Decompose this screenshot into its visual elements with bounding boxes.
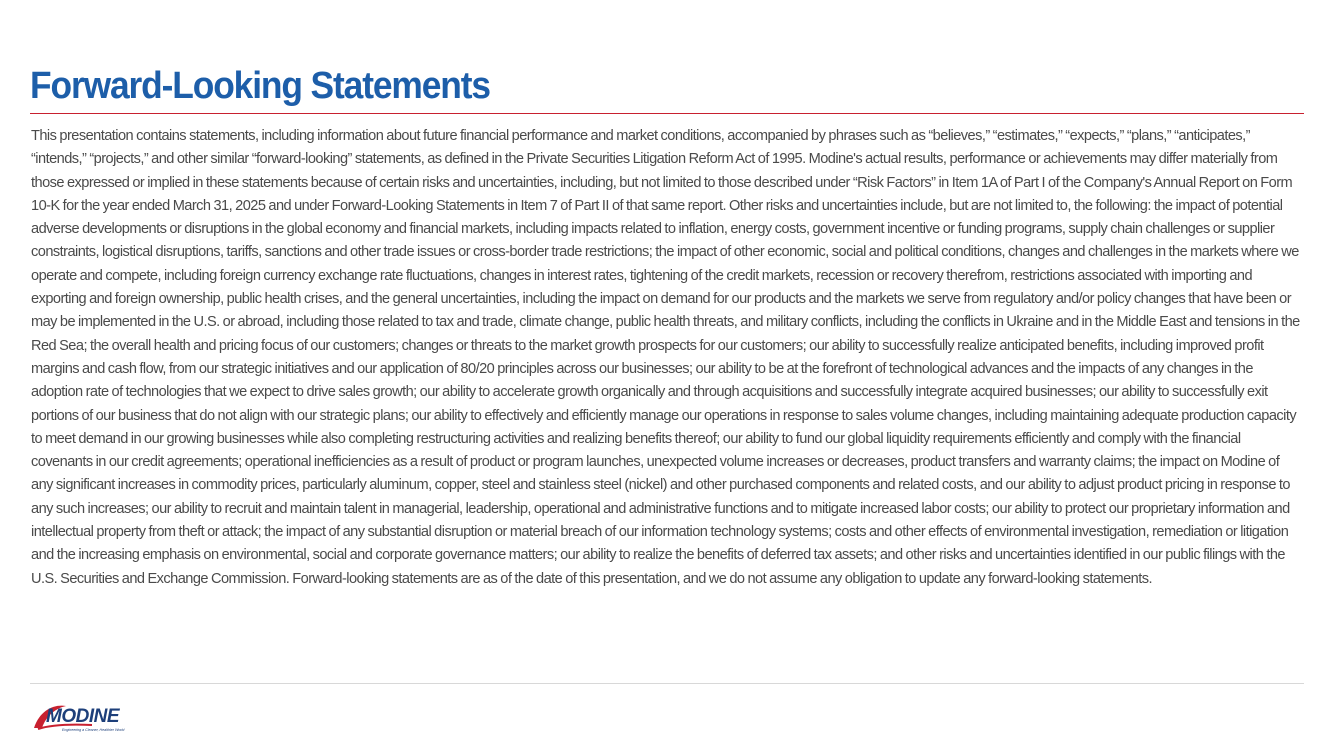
modine-logo <box>30 698 160 738</box>
modine-swoosh-icon <box>30 698 160 738</box>
logo-tagline: Engineering a Cleaner, Healthier World <box>62 728 125 732</box>
logo-wordmark: MODINE <box>46 706 119 727</box>
footer-divider <box>30 683 1304 684</box>
title-divider <box>30 113 1304 114</box>
page-title: Forward-Looking Statements <box>30 65 490 107</box>
disclaimer-paragraph: This presentation contains statements, including information about future financial performance and market conditions, accompanied by phrases such as “believes,” “estimates,” “expects,” “plans,” “anticipates,” “intends,” “projects,” and other similar “forward-looking” statements, as defined in the Private Securities Litigation Reform Act of 1995. Modine's actual results, performance or achievements may differ materially from those expressed or implied in these statements because of certain risks and uncertainties, including, but not limited to those described under “Risk Factors” in Item 1A of Part I of the Company's Annual Report on Form 10-K for the year ended March 31, 2025 and under Forward-Looking Statements in Item 7 of Part II of that same report. Other risks and uncertainties include, but are not limited to, the following: the impact of potential adverse developments or disruptions in the global economy and financial markets, including impacts related to inflation, energy costs, government incentive or funding programs, supply chain challenges or supplier constraints, logistical disruptions, tariffs, sanctions and other trade issues or cross-border trade restrictions; the impact of other economic, social and political conditions, changes and challenges in the markets where we operate and compete, including foreign currency exchange rate fluctuations, changes in interest rates, tightening of the credit markets, recession or recovery therefrom, restrictions associated with importing and exporting and foreign ownership, public health crises, and the general uncertainties, including the impact on demand for our products and the markets we serve from regulatory and/or policy changes that have been or may be implemented in the U.S. or abroad, including those related to tax and trade, climate change, public health threats, and military conflicts, including the conflicts in Ukraine and in the Middle East and tensions in the Red Sea; the overall health and pricing focus of our customers; changes or threats to the market growth prospects for our customers; our ability to successfully realize anticipated benefits, including improved profit margins and cash flow, from our strategic initiatives and our application of 80/20 principles across our businesses; our ability to be at the forefront of technological advances and the impacts of any changes in the adoption rate of technologies that we expect to drive sales growth; our ability to accelerate growth organically and through acquisitions and successfully integrate acquired businesses; our ability to successfully exit portions of our business that do not align with our strategic plans; our ability to effectively and efficiently manage our operations in response to sales volume changes, including maintaining adequate production capacity to meet demand in our growing businesses while also completing restructuring activities and realizing benefits thereof; our ability to fund our global liquidity requirements efficiently and comply with the financial covenants in our credit agreements; operational inefficiencies as a result of product or program launches, unexpected volume increases or decreases, product transfers and warranty claims; the impact on Modine of any significant increases in commodity prices, particularly aluminum, copper, steel and stainless steel (nickel) and other purchased components and related costs, and our ability to adjust product pricing in response to any such increases; our ability to recruit and maintain talent in managerial, leadership, operational and administrative functions and to mitigate increased labor costs; our ability to protect our proprietary information and intellectual property from theft or attack; the impact of any substantial disruption or material breach of our information technology systems; costs and other effects of environmental investigation, remediation or litigation and the increasing emphasis on environmental, social and corporate governance matters; our ability to realize the benefits of deferred tax assets; and other risks and uncertainties identified in our public filings with the U.S. Securities and Exchange Commission. Forward-looking statements are as of the date of this presentation, and we do not assume any obligation to update any forward-looking statements. <box>31 128 1300 587</box>
